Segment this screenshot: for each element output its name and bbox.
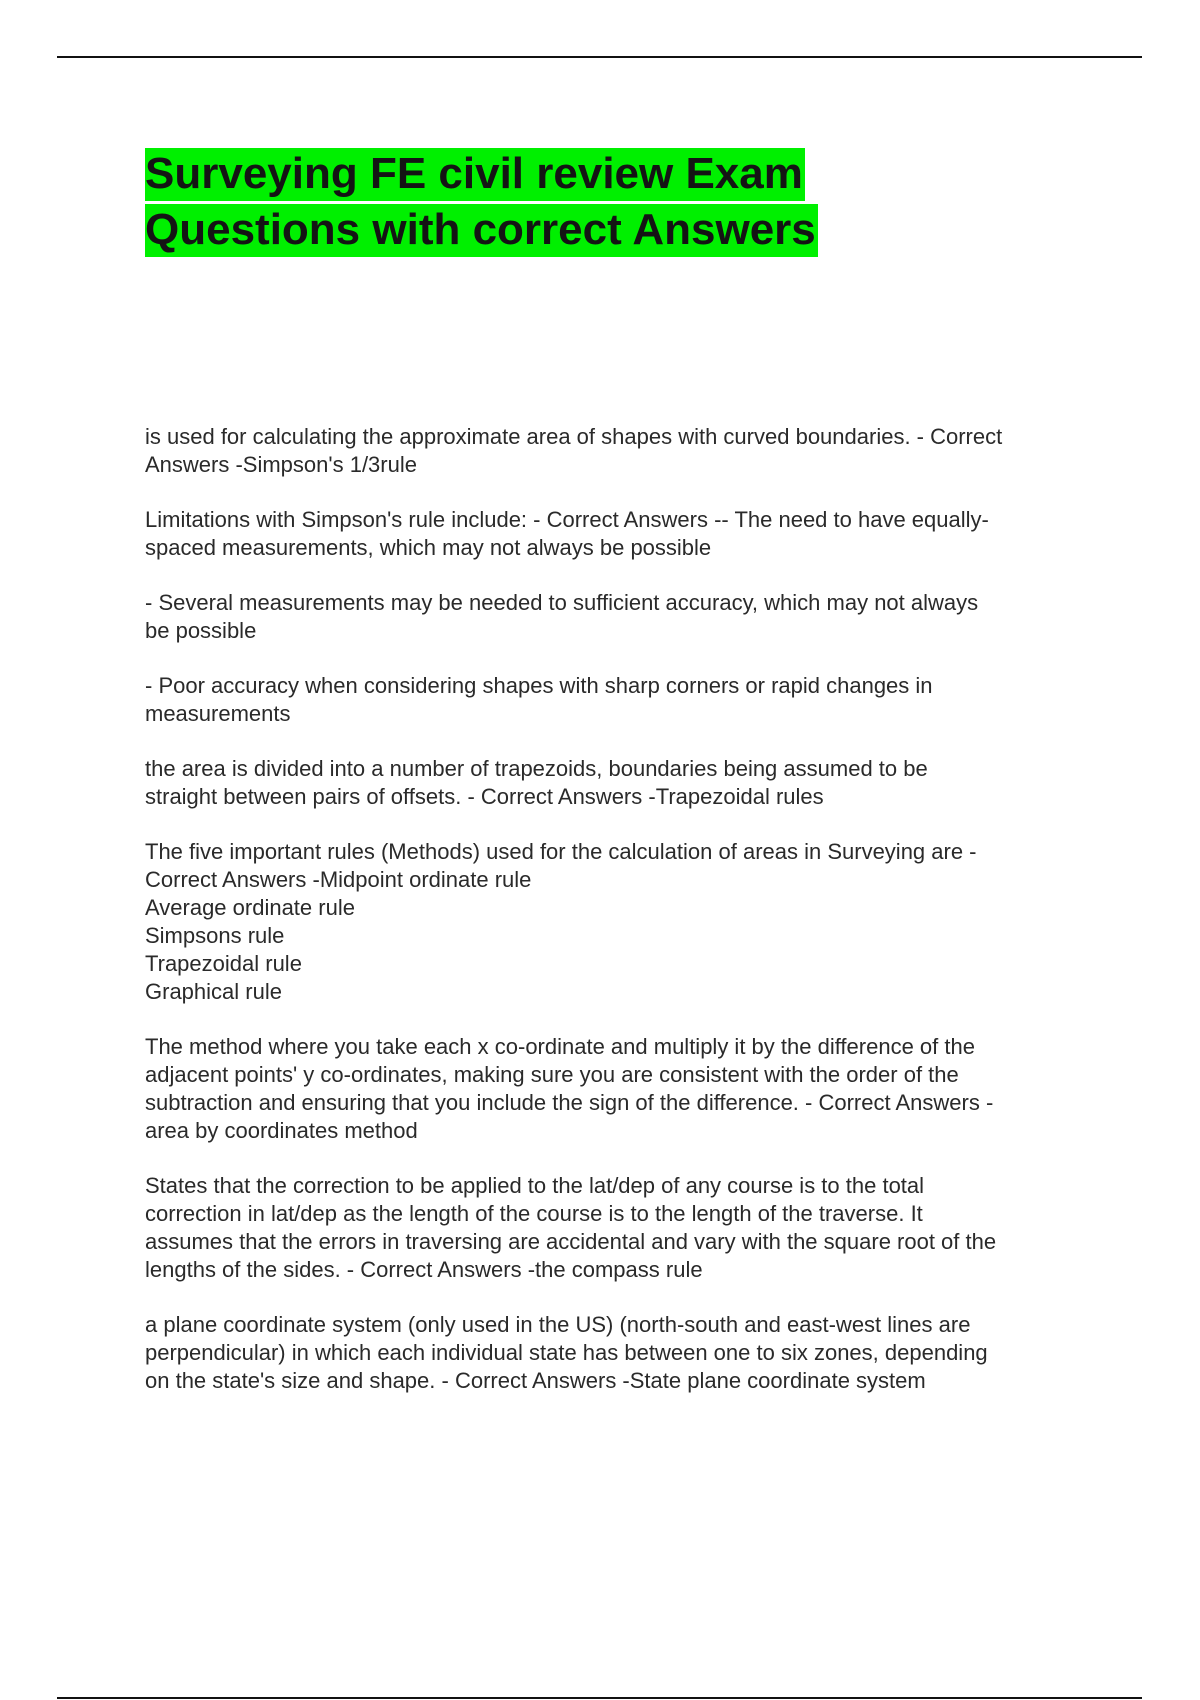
qa-item	[145, 589, 1095, 645]
qa-line: adjacent points' y co-ordinates, making sure you are consistent with the order of the	[145, 1062, 959, 1087]
qa-line: perpendicular) in which each individual state has between one to six zones, depending	[145, 1340, 988, 1365]
qa-line: subtraction and ensuring that you include the sign of the difference. - Correct Answers -	[145, 1090, 994, 1115]
qa-line: Limitations with Simpson's rule include: - Correct Answers -- The need to have equally-	[145, 507, 989, 532]
title-block	[145, 146, 1045, 258]
qa-line: - Several measurements may be needed to sufficient accuracy, which may not always	[145, 590, 979, 615]
qa-line: Graphical rule	[145, 979, 282, 1004]
qa-line: be possible	[145, 618, 257, 643]
qa-line: Trapezoidal rule	[145, 951, 302, 976]
qa-line: - Poor accuracy when considering shapes with sharp corners or rapid changes in	[145, 673, 933, 698]
qa-line: The method where you take each x co-ordinate and multiply it by the difference of the	[145, 1034, 975, 1059]
qa-line: correction in lat/dep as the length of the course is to the length of the traverse. It	[145, 1201, 923, 1226]
qa-item	[145, 1311, 1095, 1395]
qa-line: assumes that the errors in traversing are accidental and vary with the square root of the	[145, 1229, 997, 1254]
header-rule	[57, 56, 1142, 58]
title-line-1: Surveying FE civil review Exam	[145, 148, 805, 201]
qa-line: Answers -Simpson's 1/3rule	[145, 452, 417, 477]
qa-line: spaced measurements, which may not always be possible	[145, 535, 712, 560]
qa-item	[145, 423, 1095, 479]
qa-item	[145, 672, 1095, 728]
qa-line: a plane coordinate system (only used in the US) (north-south and east-west lines are	[145, 1312, 971, 1337]
qa-item	[145, 506, 1095, 562]
qa-line: The five important rules (Methods) used for the calculation of areas in Surveying are -	[145, 839, 977, 864]
qa-line: Simpsons rule	[145, 923, 285, 948]
qa-line: Correct Answers -Midpoint ordinate rule	[145, 867, 532, 892]
qa-line: the area is divided into a number of trapezoids, boundaries being assumed to be	[145, 756, 928, 781]
qa-line: is used for calculating the approximate area of shapes with curved boundaries. - Correct	[145, 424, 1003, 449]
qa-line: States that the correction to be applied to the lat/dep of any course is to the total	[145, 1173, 925, 1198]
title-line-2: Questions with correct Answers	[145, 204, 818, 257]
qa-line: area by coordinates method	[145, 1118, 418, 1143]
qa-item	[145, 755, 1095, 811]
qa-line: straight between pairs of offsets. - Correct Answers -Trapezoidal rules	[145, 784, 824, 809]
qa-line: lengths of the sides. - Correct Answers -the compass rule	[145, 1257, 703, 1282]
qa-item	[145, 838, 1095, 1006]
qa-line: on the state's size and shape. - Correct Answers -State plane coordinate system	[145, 1368, 926, 1393]
qa-line: measurements	[145, 701, 291, 726]
qa-list	[145, 423, 1095, 1422]
qa-line: Average ordinate rule	[145, 895, 355, 920]
footer-rule	[57, 1697, 1142, 1699]
document-title	[145, 146, 1045, 258]
qa-item	[145, 1033, 1095, 1145]
qa-item	[145, 1172, 1095, 1284]
